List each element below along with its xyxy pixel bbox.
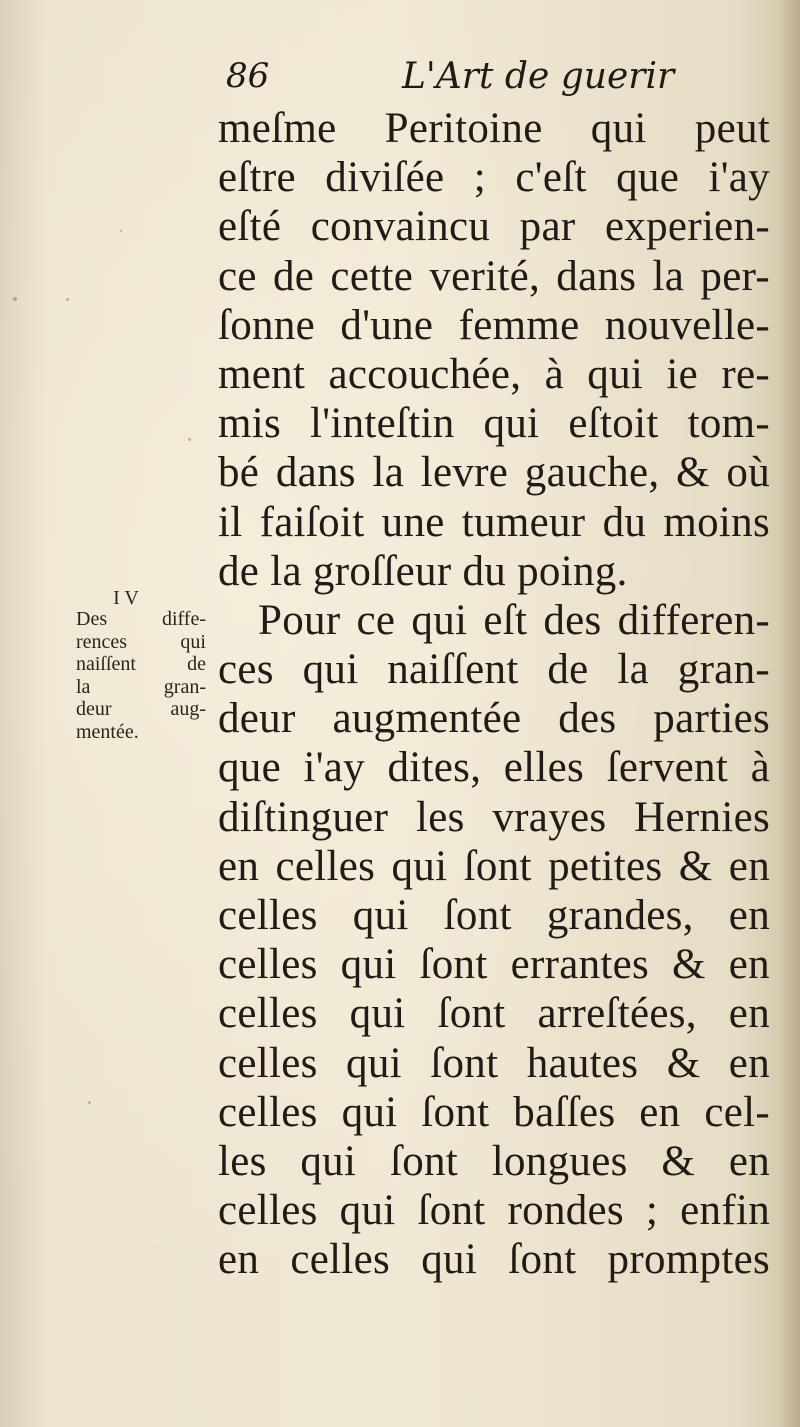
body-text	[218, 104, 770, 1285]
text-line: celles qui ſont rondes ; enfin	[218, 1187, 770, 1235]
text-line: que i'ay dites, elles ſervent à	[218, 744, 770, 792]
margin-note-line: mentée.	[76, 720, 139, 743]
margin-note-line: deur aug-	[76, 698, 206, 720]
margin-note	[76, 588, 216, 743]
text-line: diſtinguer les vrayes Hernies	[218, 793, 770, 841]
text-line: celles qui ſont hautes & en	[218, 1039, 770, 1087]
text-line: celles qui ſont errantes & en	[218, 941, 770, 989]
margin-note-line: rences qui	[76, 630, 206, 653]
text-line: ces qui naiſſent de la gran-	[218, 646, 770, 694]
text-line: celles qui ſont grandes, en	[218, 892, 770, 939]
margin-note-line: naiſſent de	[76, 653, 206, 675]
text-line: celles qui ſont baſſes en cel-	[218, 1088, 770, 1136]
text-line: de la groſſeur du poing.	[218, 547, 628, 595]
text-line: eſtre diviſée ; c'eſt que i'ay	[218, 154, 770, 202]
margin-note-line: la gran-	[76, 675, 206, 698]
text-line: ſonne d'une femme nouvelle-	[218, 301, 770, 349]
text-line: bé dans la levre gauche, & où	[218, 449, 770, 497]
text-line: en celles qui ſont promptes	[218, 1236, 770, 1284]
text-line: mis l'inteſtin qui eſtoit tom-	[218, 400, 770, 448]
page-edge-shadow	[778, 0, 800, 1427]
text-line: ce de cette verité, dans la per-	[218, 252, 770, 300]
page-number: 86	[226, 56, 270, 96]
text-line: Pour ce qui eſt des differen-	[258, 596, 770, 644]
text-line: il faiſoit une tumeur du moins	[218, 498, 770, 546]
text-line: celles qui ſont arreſtées, en	[218, 990, 770, 1038]
text-line: ment accouchée, à qui ie re-	[218, 350, 770, 398]
margin-note-number: I V	[113, 587, 139, 609]
text-line: meſme Peritoine qui peut	[218, 105, 770, 152]
page-header	[226, 56, 746, 106]
text-line: les qui ſont longues & en	[218, 1137, 770, 1185]
running-head: L'Art de guerir	[402, 56, 675, 97]
text-line: deur augmentée des parties	[218, 695, 770, 743]
margin-note-line: Des diffe-	[76, 608, 206, 630]
text-line: en celles qui ſont petites & en	[218, 842, 770, 890]
text-line: eſté convaincu par experien-	[218, 203, 770, 251]
